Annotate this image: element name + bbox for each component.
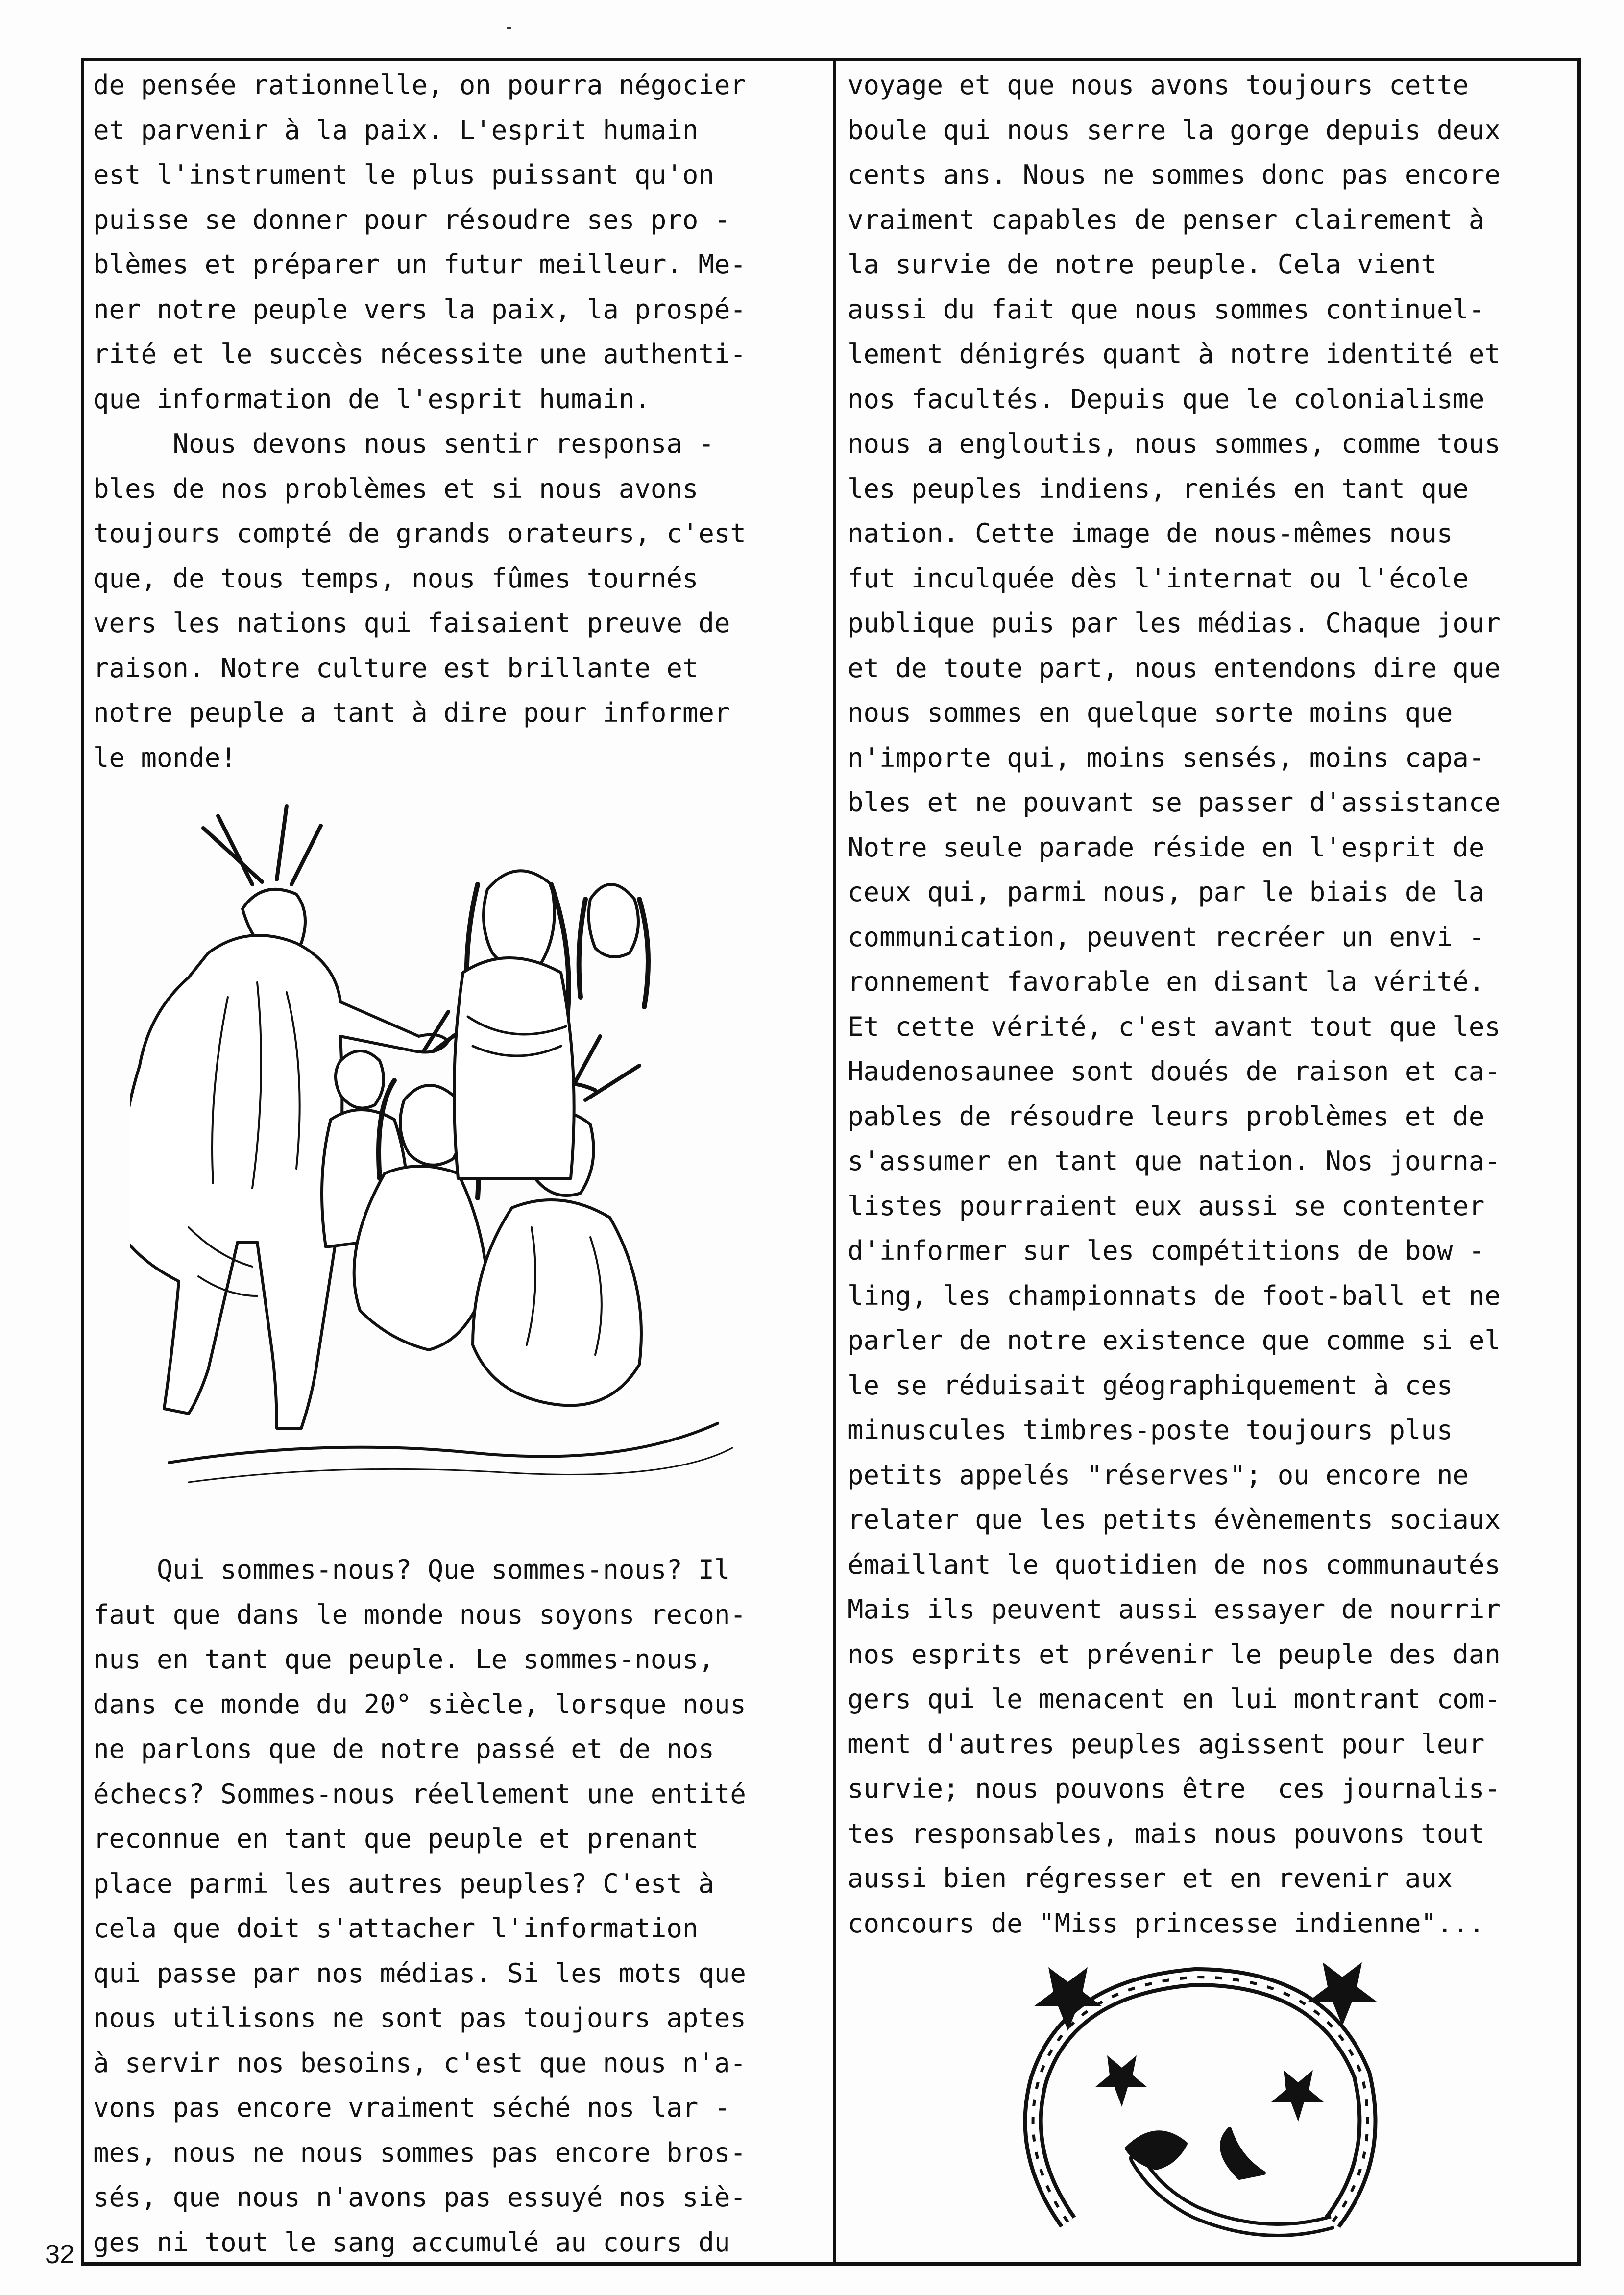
text-line: Mais ils peuvent aussi essayer de nourrir — [848, 1594, 1501, 1625]
text-line: nous utilisons ne sont pas toujours aptes — [93, 2002, 746, 2033]
text-line: est l'instrument le plus puissant qu'on — [93, 159, 714, 190]
serpent-emblem — [1009, 1948, 1396, 2251]
text-line: boule qui nous serre la gorge depuis deux — [848, 114, 1501, 146]
text-line: Nous devons nous sentir responsa - — [93, 428, 714, 459]
text-line: ling, les championnats de foot-ball et ne — [848, 1280, 1501, 1311]
text-line: vons pas encore vraiment séché nos lar - — [93, 2092, 730, 2123]
text-line: échecs? Sommes-nous réellement une entité — [93, 1778, 746, 1809]
text-line: toujours compté de grands orateurs, c'est — [93, 518, 746, 549]
text-line: survie; nous pouvons être ces journalis- — [848, 1773, 1501, 1804]
text-line: gers qui le menacent en lui montrant com- — [848, 1684, 1501, 1714]
left-column-top-text — [93, 63, 825, 780]
text-line: aussi bien régresser et en revenir aux — [848, 1863, 1453, 1894]
text-line: communication, peuvent recréer un envi - — [848, 921, 1485, 952]
text-line: ronnement favorable en disant la vérité. — [848, 966, 1485, 997]
text-line: ne parlons que de notre passé et de nos — [93, 1733, 714, 1764]
text-line: s'assumer en tant que nation. Nos journa- — [848, 1146, 1501, 1176]
text-line: parler de notre existence que comme si el — [848, 1325, 1501, 1356]
text-line: à servir nos besoins, c'est que nous n'a- — [93, 2047, 746, 2078]
text-line: tes responsables, mais nous pouvons tout — [848, 1818, 1485, 1849]
text-line: nus en tant que peuple. Le sommes-nous, — [93, 1644, 714, 1675]
text-line: vraiment capables de penser clairement à — [848, 204, 1485, 235]
text-line: d'informer sur les compétitions de bow - — [848, 1235, 1485, 1266]
text-line: rité et le succès nécessite une authenti- — [93, 339, 746, 369]
text-line: nous a engloutis, nous sommes, comme tous — [848, 428, 1501, 459]
text-line: publique puis par les médias. Chaque jour — [848, 608, 1501, 638]
text-line: Qui sommes-nous? Que sommes-nous? Il — [93, 1554, 730, 1585]
scan-speck — [507, 27, 511, 29]
text-line: nous sommes en quelque sorte moins que — [848, 697, 1453, 728]
text-line: bles de nos problèmes et si nous avons — [93, 473, 699, 504]
page-number: 32 — [45, 2240, 75, 2269]
text-line: dans ce monde du 20° siècle, lorsque nous — [93, 1688, 746, 1720]
text-line: que, de tous temps, nous fûmes tournés — [93, 562, 699, 594]
orator-illustration — [130, 786, 767, 1512]
text-line: concours de "Miss princesse indienne"... — [848, 1907, 1485, 1939]
text-line: le se réduisait géographiquement à ces — [848, 1369, 1453, 1401]
text-line: le monde! — [93, 742, 237, 773]
text-line: fut inculquée dès l'internat ou l'école — [848, 562, 1469, 594]
column-divider — [833, 58, 836, 2266]
text-line: bles et ne pouvant se passer d'assistance — [848, 787, 1501, 818]
text-line: mes, nous ne nous sommes pas encore bros- — [93, 2137, 746, 2168]
text-line: vers les nations qui faisaient preuve de — [93, 608, 730, 638]
text-line: blèmes et préparer un futur meilleur. Me- — [93, 249, 746, 280]
text-line: ges ni tout le sang accumulé au cours du — [93, 2226, 730, 2258]
text-line: minuscules timbres-poste toujours plus — [848, 1415, 1453, 1445]
text-line: raison. Notre culture est brillante et — [93, 652, 699, 684]
text-line: ceux qui, parmi nous, par le biais de la — [848, 877, 1485, 907]
text-line: qui passe par nos médias. Si les mots que — [93, 1957, 746, 1989]
text-line: n'importe qui, moins sensés, moins capa- — [848, 742, 1485, 773]
text-line: Haudenosaunee sont doués de raison et ca- — [848, 1056, 1501, 1087]
text-line: et parvenir à la paix. L'esprit humain — [93, 114, 699, 146]
text-line: nation. Cette image de nous-mêmes nous — [848, 518, 1453, 549]
text-line: les peuples indiens, reniés en tant que — [848, 473, 1469, 504]
text-line: aussi du fait que nous sommes continuel- — [848, 293, 1485, 325]
text-line: nos esprits et prévenir le peuple des dan — [848, 1638, 1501, 1670]
text-line: place parmi les autres peuples? C'est à — [93, 1868, 714, 1899]
text-line: puisse se donner pour résoudre ses pro - — [93, 204, 730, 235]
text-line: relater que les petits évènements sociaux — [848, 1504, 1501, 1535]
text-line: listes pourraient eux aussi se contenter — [848, 1190, 1485, 1221]
text-line: Et cette vérité, c'est avant tout que les — [848, 1011, 1501, 1042]
text-line: cela que doit s'attacher l'information — [93, 1913, 699, 1944]
text-line: que information de l'esprit humain. — [93, 383, 651, 415]
text-line: sés, que nous n'avons pas essuyé nos siè- — [93, 2182, 746, 2213]
text-line: faut que dans le monde nous soyons recon- — [93, 1599, 746, 1630]
text-line: émaillant le quotidien de nos communautés — [848, 1549, 1501, 1580]
text-line: lement dénigrés quant à notre identité et — [848, 339, 1501, 369]
text-line: nos facultés. Depuis que le colonialisme — [848, 383, 1485, 415]
text-line: ner notre peuple vers la paix, la prospé- — [93, 293, 746, 325]
text-line: pables de résoudre leurs problèmes et de — [848, 1100, 1485, 1132]
text-line: notre peuple a tant à dire pour informer — [93, 697, 730, 728]
right-column-text — [848, 63, 1575, 1946]
text-line: reconnue en tant que peuple et prenant — [93, 1823, 699, 1854]
text-line: ment d'autres peuples agissent pour leur — [848, 1728, 1485, 1759]
text-line: Notre seule parade réside en l'esprit de — [848, 831, 1485, 863]
left-column-bottom-text — [93, 1547, 825, 2265]
text-line: et de toute part, nous entendons dire que — [848, 652, 1501, 684]
text-line: la survie de notre peuple. Cela vient — [848, 249, 1437, 280]
text-line: petits appelés "réserves"; ou encore ne — [848, 1459, 1469, 1490]
text-line: cents ans. Nous ne sommes donc pas encore — [848, 159, 1501, 190]
text-line: voyage et que nous avons toujours cette — [848, 70, 1469, 100]
text-line: de pensée rationnelle, on pourra négocier — [93, 70, 746, 100]
